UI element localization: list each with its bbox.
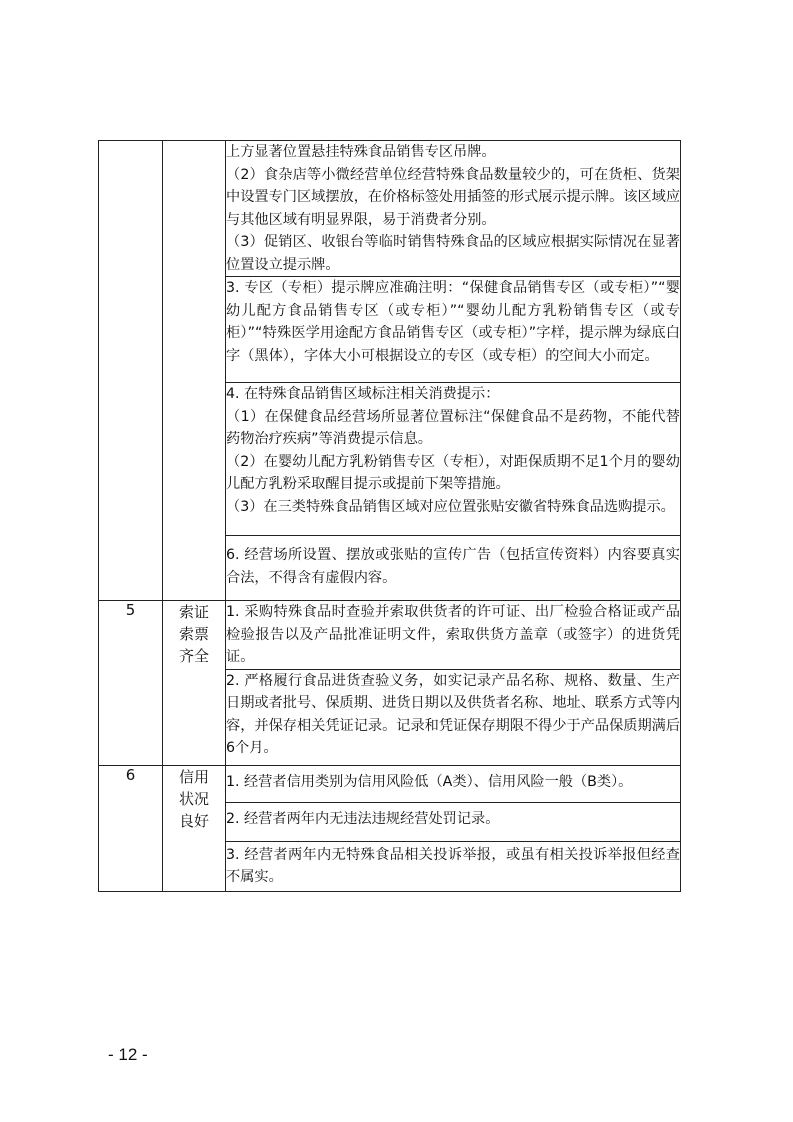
table-row	[99, 765, 681, 802]
content-cell	[226, 383, 681, 536]
category-label: 信用状况良好	[178, 767, 209, 830]
category-label: 索证索票齐全	[178, 603, 209, 665]
content-cell	[226, 841, 681, 891]
content-paragraph: 2. 严格履行食品进货查验义务，如实记录产品名称、规格、数量、生产日期或者批号、保质期、进货日期以及供货者名称、地址、联系方式等内容，并保存相关凭证记录。记录和凭证保存期限不得少于产品保质期满后6个月。	[226, 672, 681, 756]
content-paragraph: （2）食杂店等小微经营单位经营特殊食品数量较少的，可在货柜、货架中设置专门区域摆放，在价格标签处用插签的形式展示提示牌。该区域应与其他区域有明显界限，易于消费者分别。	[226, 166, 681, 228]
content-paragraph: 3. 经营者两年内无特殊食品相关投诉举报，或虽有相关投诉举报但经查不属实。	[226, 846, 680, 885]
content-paragraph: 1. 采购特殊食品时查验并索取供货者的许可证、出厂检验合格证或产品检验报告以及产品批准证明文件，索取供货方盖章（或签字）的进货凭证。	[226, 604, 680, 665]
content-cell	[226, 141, 681, 277]
content-paragraph: 1. 经营者信用类别为信用风险低（A类）、信用风险一般（B类）。	[226, 773, 633, 790]
row-number-cell	[99, 141, 163, 601]
content-paragraph: （2）在婴幼儿配方乳粉销售专区（专柜），对距保质期不足1个月的婴幼儿配方乳粉采取醒目提示或提前下架等措施。	[226, 453, 680, 492]
content-paragraph: 6. 经营场所设置、摆放或张贴的宣传广告（包括宣传资料）内容要真实合法，不得含有虚假内容。	[226, 547, 680, 586]
table-row	[99, 601, 681, 670]
row-category-cell	[163, 601, 226, 766]
content-cell	[226, 601, 681, 670]
row-category-cell	[163, 141, 226, 601]
content-paragraph: （1）在保健食品经营场所显著位置标注“保健食品不是药物，不能代替药物治疗疾病”等消费提示信息。	[226, 408, 680, 447]
content-paragraph: （3）在三类特殊食品销售区域对应位置张贴安徽省特殊食品选购提示。	[226, 498, 675, 515]
row-category-cell	[163, 765, 226, 891]
content-paragraph: （3）促销区、收银台等临时销售特殊食品的区域应根据实际情况在显著位置设立提示牌。	[226, 234, 680, 273]
content-paragraph: 4. 在特殊食品销售区域标注相关消费提示：	[226, 386, 500, 402]
table-row	[99, 141, 681, 277]
content-paragraph: 2. 经营者两年内无违法违规经营处罚记录。	[226, 810, 500, 827]
row-number-cell: 6	[99, 765, 163, 891]
content-paragraph: 上方显著位置悬挂特殊食品销售专区吊牌。	[226, 144, 496, 160]
content-cell	[226, 765, 681, 802]
requirements-table	[98, 140, 681, 892]
content-cell	[226, 277, 681, 383]
row-number-cell: 5	[99, 601, 163, 766]
content-cell	[226, 802, 681, 841]
content-cell	[226, 669, 681, 765]
content-cell	[226, 536, 681, 601]
page-number: - 12 -	[108, 1045, 148, 1064]
content-paragraph: 3. 专区（专柜）提示牌应准确注明：“保健食品销售专区（或专柜）”“婴幼儿配方食品销售专区（或专柜）”“婴幼儿配方乳粉销售专区（或专柜）”“特殊医学用途配方食品销售专区（或专柜）”字样，提示牌为绿底白字（黑体），字体大小可根据设立的专区（或专柜）的空间大小而定。	[226, 280, 680, 364]
